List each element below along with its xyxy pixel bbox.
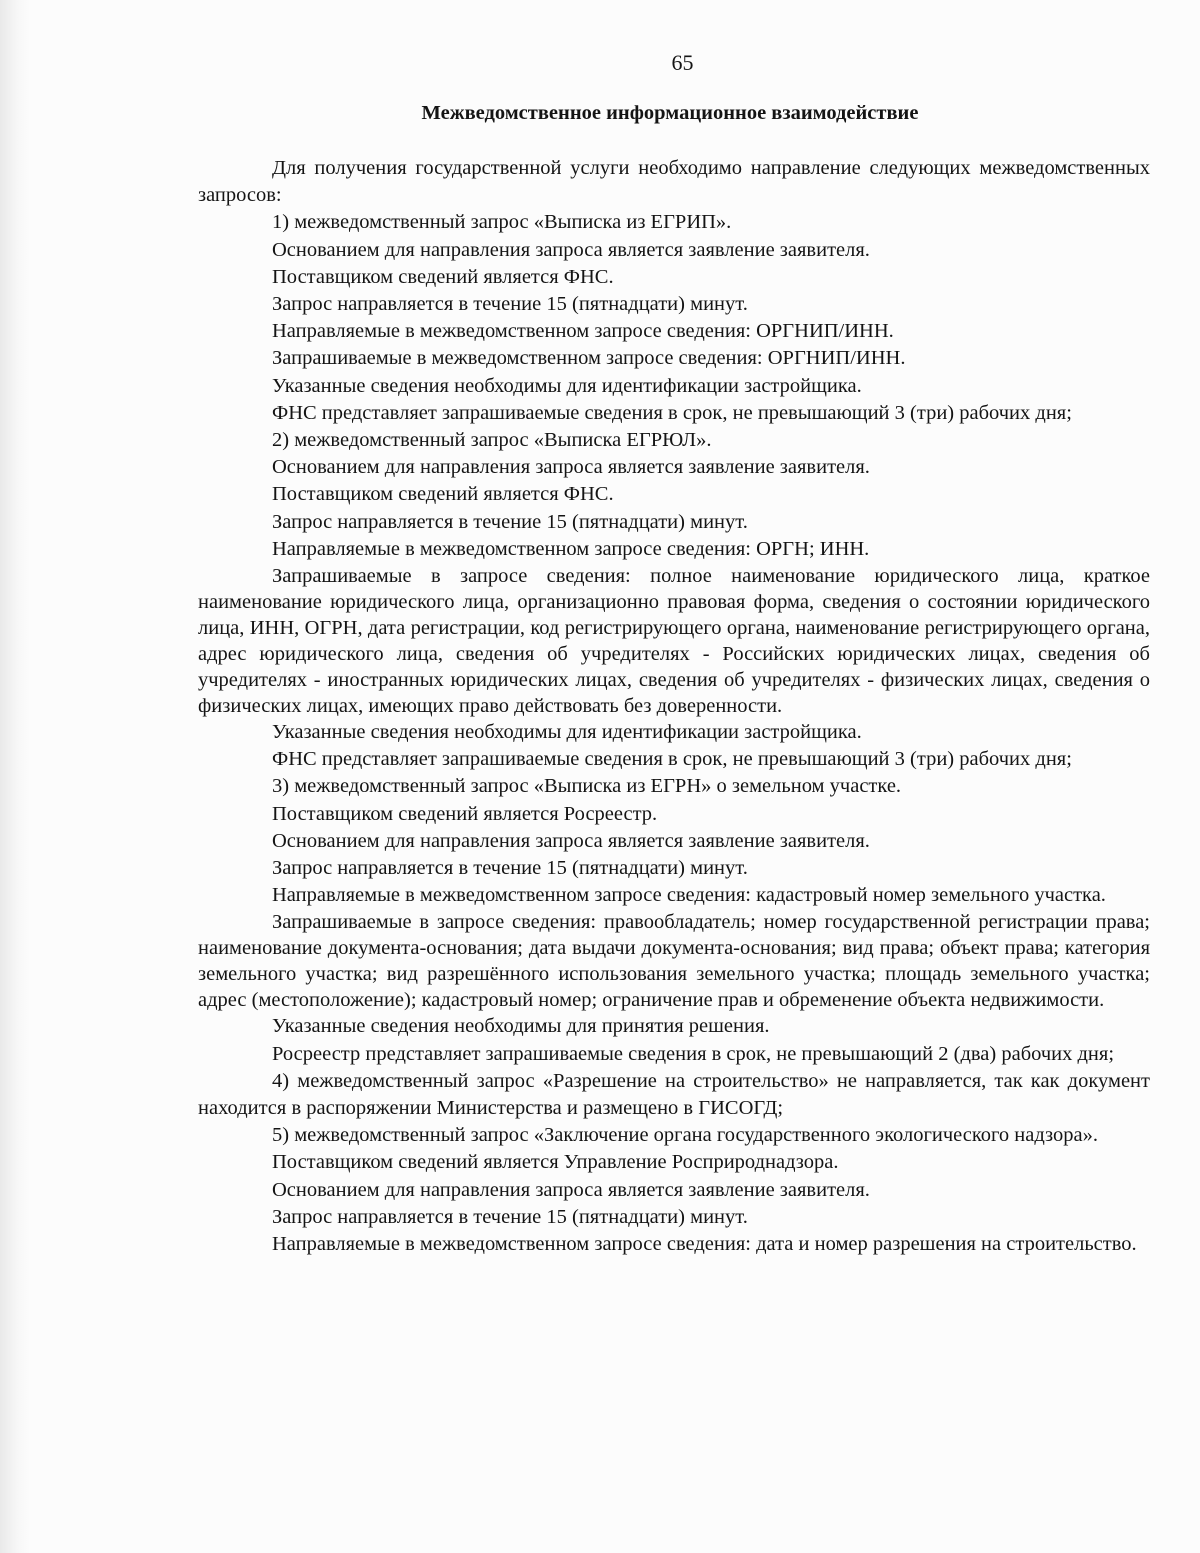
paragraph: 2) межведомственный запрос «Выписка ЕГРЮЛ».: [272, 429, 712, 452]
paragraph: Направляемые в межведомственном запросе сведения: ОРГНИП/ИНН.: [272, 320, 894, 343]
paragraph: Поставщиком сведений является ФНС.: [272, 265, 614, 288]
paragraph: ФНС представляет запрашиваемые сведения в срок, не превышающий 3 (три) рабочих дня;: [272, 748, 1072, 771]
paragraph: Основанием для направления запроса является заявление заявителя.: [272, 829, 870, 852]
section-title: Межведомственное информационное взаимодействие: [421, 102, 919, 124]
paragraph: Запрос направляется в течение 15 (пятнадцати) минут.: [272, 510, 748, 533]
paragraph: 5) межведомственный запрос «Заключение органа государственного экологического надзора».: [272, 1124, 1098, 1147]
paragraph: Поставщиком сведений является ФНС.: [272, 483, 614, 506]
page-number: 65: [671, 50, 694, 75]
paragraph: Запрос направляется в течение 15 (пятнадцати) минут.: [272, 293, 748, 316]
document-body: [198, 155, 1150, 1258]
paragraph: Основанием для направления запроса является заявление заявителя.: [272, 456, 870, 479]
paragraph: Направляемые в межведомственном запросе сведения: ОРГН; ИНН.: [272, 537, 870, 560]
paragraph: Указанные сведения необходимы для принятия решения.: [272, 1015, 770, 1038]
paragraph: Основанием для направления запроса является заявление заявителя.: [272, 238, 870, 261]
paragraph: ФНС представляет запрашиваемые сведения в срок, не превышающий 3 (три) рабочих дня;: [272, 401, 1072, 424]
paragraph: 4) межведомственный запрос «Разрешение на строительство» не направляется, так как документ находится в распоряжении Министерства и размещено в ГИСОГД;: [198, 1069, 1150, 1120]
paragraph: 3) межведомственный запрос «Выписка из ЕГРН» о земельном участке.: [272, 775, 902, 798]
paragraph: Росреестр представляет запрашиваемые сведения в срок, не превышающий 2 (два) рабочих дня;: [272, 1042, 1115, 1065]
paragraph: Для получения государственной услуги необходимо направление следующих межведомственных запросов:: [198, 157, 1150, 207]
paragraph: Основанием для направления запроса является заявление заявителя.: [272, 1178, 870, 1201]
paragraph: Поставщиком сведений является Росреестр.: [272, 802, 658, 825]
paragraph: Направляемые в межведомственном запросе сведения: дата и номер разрешения на строительство.: [272, 1233, 1137, 1256]
paragraph: 1) межведомственный запрос «Выписка из ЕГРИП».: [272, 211, 732, 234]
paragraph: Указанные сведения необходимы для идентификации застройщика.: [272, 721, 862, 744]
paragraph: Запрашиваемые в запросе сведения: полное наименование юридического лица, краткое наименование юридического лица, организационно правовая форма, сведения о состоянии юридического лица, ИНН, ОГРН, дата регистрации, код регистрирующего органа, наименование регистрирующего органа, адрес юридического лица, сведения об учредителях - Российских юридических лицах, сведения об учредителях - иностранных юридических лицах, сведения об учредителях - физических лицах, сведения о физических лицах, имеющих право действовать без доверенности.: [198, 565, 1150, 718]
paragraph: Запрос направляется в течение 15 (пятнадцати) минут.: [272, 857, 748, 880]
paragraph: Запрос направляется в течение 15 (пятнадцати) минут.: [272, 1205, 748, 1228]
paragraph: Направляемые в межведомственном запросе сведения: кадастровый номер земельного участка.: [272, 884, 1106, 907]
paragraph: Указанные сведения необходимы для идентификации застройщика.: [272, 374, 862, 397]
paragraph: Поставщиком сведений является Управление Росприроднадзора.: [272, 1151, 839, 1174]
scan-shadow-edge: [0, 0, 30, 1553]
paragraph: Запрашиваемые в запросе сведения: правообладатель; номер государственной регистрации права; наименование документа-основания; дата выдачи документа-основания; вид права; объект права; категория земельного участка; вид разрешённого использования земельного участка; площадь земельного участка; адрес (местоположение); кадастровый номер; ограничение прав и обременение объекта недвижимости.: [198, 911, 1150, 1012]
paragraph: Запрашиваемые в межведомственном запросе сведения: ОРГНИП/ИНН.: [272, 347, 906, 370]
